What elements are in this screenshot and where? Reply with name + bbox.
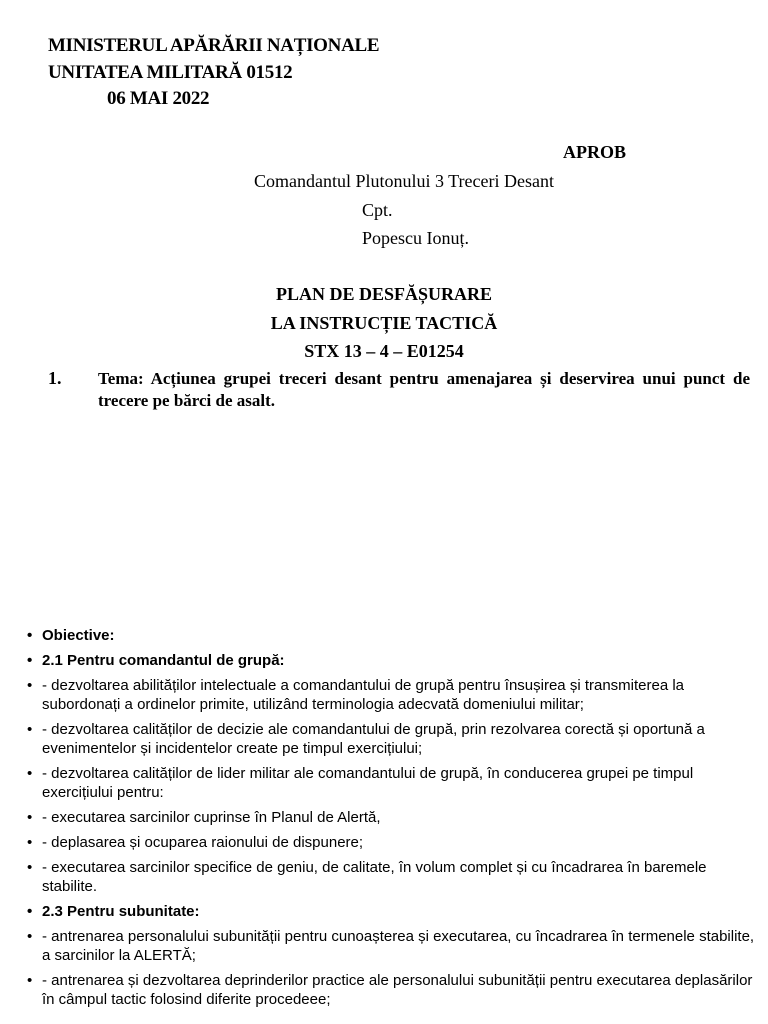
bullet-icon: • [27,903,33,920]
bullet-icon: • [27,859,33,876]
objective-item [27,858,757,896]
bullet-icon: • [27,765,33,782]
plan-title-line-3: STX 13 – 4 – E01254 [304,341,464,361]
approver-name: Popescu Ionuț. [362,228,469,248]
unit-heading: UNITATEA MILITARĂ 01512 [48,62,293,83]
document-date: 06 MAI 2022 [107,88,210,109]
bullet-icon: • [27,652,33,669]
objective-item [27,971,757,1009]
bullet-icon: • [27,972,33,989]
objective-text: - dezvoltarea abilităților intelectuale a comandantului de grupă pentru însușirea și transmiterea la subordonați a ordinelor primite, utilizând terminologia adecvată domeniului militar; [42,677,685,713]
objective-text: - dezvoltarea calităților de decizie ale comandantului de grupă, prin rezolvarea corectă și oportună a evenimentelor și incidentelor create pe timpul exercițiului; [42,721,705,757]
objective-item [27,808,757,827]
ministry-heading: MINISTERUL APĂRĂRII NAȚIONALE [48,35,380,56]
objective-text: - deplasarea și ocuparea raionului de dispunere; [42,834,364,851]
objective-text: - antrenarea și dezvoltarea deprinderilor practice ale personalului subunității pentru executarea deplasărilor în câmpul tactic folosind diferite procedeee; [42,972,753,1008]
approver-rank: Cpt. [362,200,393,220]
objective-item [27,676,757,714]
approval-label: APROB [563,142,626,162]
objective-item [27,927,757,965]
approver-position: Comandantul Plutonului 3 Treceri Desant [254,171,554,191]
objective-item [27,720,757,758]
bullet-icon: • [27,928,33,945]
bullet-icon: • [27,627,33,644]
bullet-icon: • [27,721,33,738]
plan-title-line-2: LA INSTRUCȚIE TACTICĂ [270,313,498,333]
objective-text: - executarea sarcinilor cuprinse în Planul de Alertă, [42,809,381,826]
objectives-list [27,626,757,1015]
objective-text: 2.1 Pentru comandantul de grupă: [42,652,285,669]
objective-text: - antrenarea personalului subunității pentru cunoașterea și executarea, cu încadrarea în termenele stabilite, a sarcinilor la ALERTĂ; [42,928,755,964]
objective-text: Obiective: [42,627,115,644]
theme-text: Tema: Acțiunea grupei treceri desant pentru amenajarea și deservirea unui punct de trecere pe bărci de asalt. [98,369,750,410]
objective-item [27,764,757,802]
objective-text: - dezvoltarea calităților de lider militar ale comandantului de grupă, în conducerea grupei pe timpul exercițiului pentru: [42,765,694,801]
objective-text: 2.3 Pentru subunitate: [42,903,200,920]
bullet-icon: • [27,809,33,826]
objective-item [27,833,757,852]
bullet-icon: • [27,677,33,694]
objective-text: - executarea sarcinilor specifice de geniu, de calitate, în volum complet și cu încadrarea în baremele stabilite. [42,859,707,895]
plan-title-line-1: PLAN DE DESFĂȘURARE [275,284,493,304]
bullet-icon: • [27,834,33,851]
objective-item [27,626,757,645]
theme-number: 1. [48,368,62,388]
objective-item [27,902,757,921]
objective-item [27,651,757,670]
